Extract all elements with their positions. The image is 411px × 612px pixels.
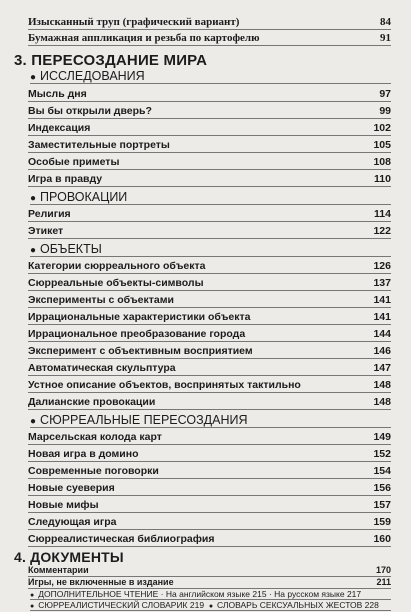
entry-page: 217 <box>346 589 362 599</box>
entry-page: 108 <box>373 156 391 168</box>
bullet-icon: ● <box>30 416 37 427</box>
entry-page: 215 <box>252 589 267 599</box>
toc-entry[interactable] <box>28 514 391 530</box>
toc-entry[interactable] <box>28 497 391 513</box>
toc-entry[interactable] <box>28 429 391 445</box>
entry-title: Иррациональные характеристики объекта <box>28 311 251 323</box>
entry-title: Категории сюрреального объекта <box>28 260 206 272</box>
entry-page: 105 <box>373 139 391 151</box>
toc-entry[interactable] <box>28 326 391 342</box>
entry-title: Мысль дня <box>28 88 87 100</box>
toc-entry[interactable] <box>28 360 391 376</box>
section-heading <box>30 189 391 205</box>
entry-page: 141 <box>373 311 391 323</box>
toc-entry[interactable] <box>28 206 391 222</box>
section-label: ДОПОЛНИТЕЛЬНОЕ ЧТЕНИЕ <box>38 589 159 599</box>
section-heading <box>30 412 391 428</box>
toc-entry[interactable] <box>28 14 391 30</box>
toc-entry[interactable] <box>28 137 391 153</box>
toc-entry[interactable] <box>28 309 391 325</box>
entry-title: Сюрреальные объекты-символы <box>28 277 204 289</box>
entry-page: 147 <box>373 362 391 374</box>
entry-title: Комментарии <box>28 565 89 575</box>
section-label: СЛОВАРЬ СЕКСУАЛЬНЫХ ЖЕСТОВ <box>217 600 363 610</box>
bullet-icon: ● <box>30 193 37 204</box>
entry-page: 170 <box>375 565 391 575</box>
entry-page: 84 <box>380 16 391 28</box>
entry-title: Эксперименты с объектами <box>28 294 174 306</box>
section-label: ИССЛЕДОВАНИЯ <box>40 69 145 83</box>
entry-page: 97 <box>379 88 391 100</box>
entry-page: 160 <box>373 533 391 545</box>
toc-entry[interactable] <box>28 86 391 102</box>
section-heading <box>30 600 391 611</box>
entry-title: На английском языке <box>165 589 251 599</box>
entry-page: 148 <box>373 379 391 391</box>
entry-title: Далианские провокации <box>28 396 156 408</box>
entry-page: 152 <box>373 448 391 460</box>
section-heading <box>30 68 391 84</box>
entry-title: Религия <box>28 208 71 220</box>
toc-entry[interactable] <box>28 446 391 462</box>
section-label: ОБЪЕКТЫ <box>40 242 102 256</box>
entry-title: Следующая игра <box>28 516 117 528</box>
toc-entry[interactable] <box>28 275 391 291</box>
entry-title: Игры, не включенные в издание <box>28 577 174 587</box>
toc-entry[interactable] <box>28 377 391 393</box>
bullet-icon: ● <box>208 603 214 610</box>
entry-title: Игра в правду <box>28 173 103 185</box>
bullet-icon: ● <box>30 72 37 83</box>
entry-title: Изысканный труп (графический вариант) <box>28 16 240 28</box>
entry-page: 144 <box>373 328 391 340</box>
entry-page: 228 <box>364 600 379 610</box>
chapter-heading: 3. ПЕРЕСОЗДАНИЕ МИРА <box>14 52 208 69</box>
toc-entry[interactable] <box>28 30 391 46</box>
chapter-heading: 4. ДОКУМЕНТЫ <box>14 549 124 565</box>
toc-entry[interactable] <box>28 577 391 589</box>
entry-title: Новые мифы <box>28 499 99 511</box>
entry-page: 114 <box>374 208 391 220</box>
entry-page: 146 <box>373 345 391 357</box>
entry-title: Вы бы открыли дверь? <box>28 105 152 117</box>
entry-title: Автоматическая скульптура <box>28 362 176 374</box>
toc-entry[interactable] <box>28 394 391 410</box>
toc-entry[interactable] <box>28 258 391 274</box>
entry-page: 219 <box>189 600 205 610</box>
toc-entry[interactable] <box>28 531 391 547</box>
entry-title: Сюрреалистическая библиография <box>28 533 215 545</box>
entry-title: Индексация <box>28 122 91 134</box>
bullet-icon: ● <box>30 592 35 599</box>
toc-entry[interactable] <box>28 565 391 577</box>
entry-title: На русском языке <box>274 589 345 599</box>
bullet-icon: ● <box>30 603 35 610</box>
entry-page: 211 <box>376 577 391 587</box>
toc-entry[interactable] <box>28 343 391 359</box>
section-label: ПРОВОКАЦИИ <box>40 190 128 204</box>
entry-title: Эксперимент с объективным восприятием <box>28 345 253 357</box>
entry-page: 149 <box>373 431 391 443</box>
toc-entry[interactable] <box>28 171 391 187</box>
toc-entry[interactable] <box>28 480 391 496</box>
entry-page: 137 <box>373 277 391 289</box>
entry-page: 126 <box>373 260 391 272</box>
entry-title: Этикет <box>28 225 64 237</box>
entry-title: Новая игра в домино <box>28 448 139 460</box>
entry-title: Современные поговорки <box>28 465 159 477</box>
bullet-icon: ● <box>30 245 37 256</box>
section-label: СЮРРЕАЛЬНЫЕ ПЕРЕСОЗДАНИЯ <box>40 413 248 427</box>
entry-title: Устное описание объектов, воспринятых тактильно <box>28 379 301 391</box>
entry-page: 91 <box>380 32 391 44</box>
section-heading: ● ДОПОЛНИТЕЛЬНОЕ ЧТЕНИЕ · На английском языке 215 · На русском языке 217 <box>30 589 391 600</box>
entry-page: 148 <box>373 396 391 408</box>
entry-page: 159 <box>373 516 391 528</box>
toc-entry[interactable] <box>28 103 391 119</box>
entry-page: 157 <box>373 499 391 511</box>
entry-page: 122 <box>373 225 391 237</box>
entry-title: Особые приметы <box>28 156 120 168</box>
entry-title: Заместительные портреты <box>28 139 170 151</box>
entry-page: 102 <box>373 122 391 134</box>
entry-title: Иррациональное преобразование города <box>28 328 246 340</box>
entry-title: Марсельская колода карт <box>28 431 162 443</box>
toc-entry[interactable] <box>28 463 391 479</box>
entry-page: 99 <box>379 105 391 117</box>
entry-title: Бумажная аппликация и резьба по картофелю <box>28 32 260 44</box>
toc-entry[interactable] <box>28 154 391 170</box>
entry-title: Новые суеверия <box>28 482 115 494</box>
entry-page: 156 <box>373 482 391 494</box>
toc-entry[interactable] <box>28 292 391 308</box>
entry-page: 154 <box>373 465 391 477</box>
section-label: СЮРРЕАЛИСТИЧЕСКИЙ СЛОВАРИК <box>38 600 188 610</box>
entry-page: 141 <box>373 294 391 306</box>
entry-page: 110 <box>374 173 391 185</box>
toc-entry[interactable] <box>28 223 391 239</box>
section-heading <box>30 241 391 257</box>
toc-entry[interactable] <box>28 120 391 136</box>
